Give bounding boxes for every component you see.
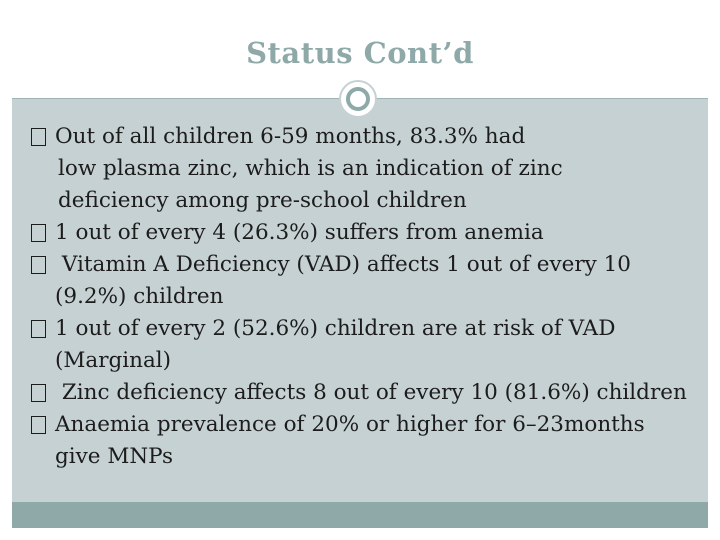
bullet-line: low plasma zinc, which is an indication of zinc [58, 156, 563, 181]
circle-ornament-inner [346, 87, 370, 111]
bullet-item [31, 217, 703, 249]
bullet-box-icon [31, 384, 46, 402]
bullet-box-icon [31, 416, 46, 434]
bullet-item [31, 313, 703, 377]
circle-ornament-icon [339, 80, 377, 118]
bullet-line: Out of all children 6-59 months, 83.3% had [55, 124, 526, 149]
bullet-line: Vitamin A Deficiency (VAD) affects 1 out of every 10 [55, 252, 631, 277]
bullet-line: deficiency among pre-school children [58, 188, 467, 213]
bullet-line: Zinc deficiency affects 8 out of every 10 (81.6%) children [55, 380, 687, 405]
bullet-line: (9.2%) children [55, 284, 224, 309]
bullet-line: give MNPs [55, 444, 174, 469]
bullet-item [31, 377, 703, 409]
bullet-item [31, 121, 703, 217]
bullet-line: Anaemia prevalence of 20% or higher for 6–23months [55, 412, 645, 437]
bullet-line: 1 out of every 2 (52.6%) children are at risk of VAD [55, 316, 616, 341]
bullet-list [31, 121, 703, 473]
bullet-line: 1 out of every 4 (26.3%) suffers from anemia [55, 220, 544, 245]
footer-bar [12, 502, 708, 528]
bullet-item [31, 249, 703, 313]
bullet-box-icon [31, 320, 46, 338]
bullet-box-icon [31, 128, 46, 146]
bullet-box-icon [31, 224, 46, 242]
bullet-box-icon [31, 256, 46, 274]
slide-title: Status Cont’d [246, 36, 474, 70]
bullet-item [31, 409, 703, 473]
bullet-line: (Marginal) [55, 348, 172, 373]
